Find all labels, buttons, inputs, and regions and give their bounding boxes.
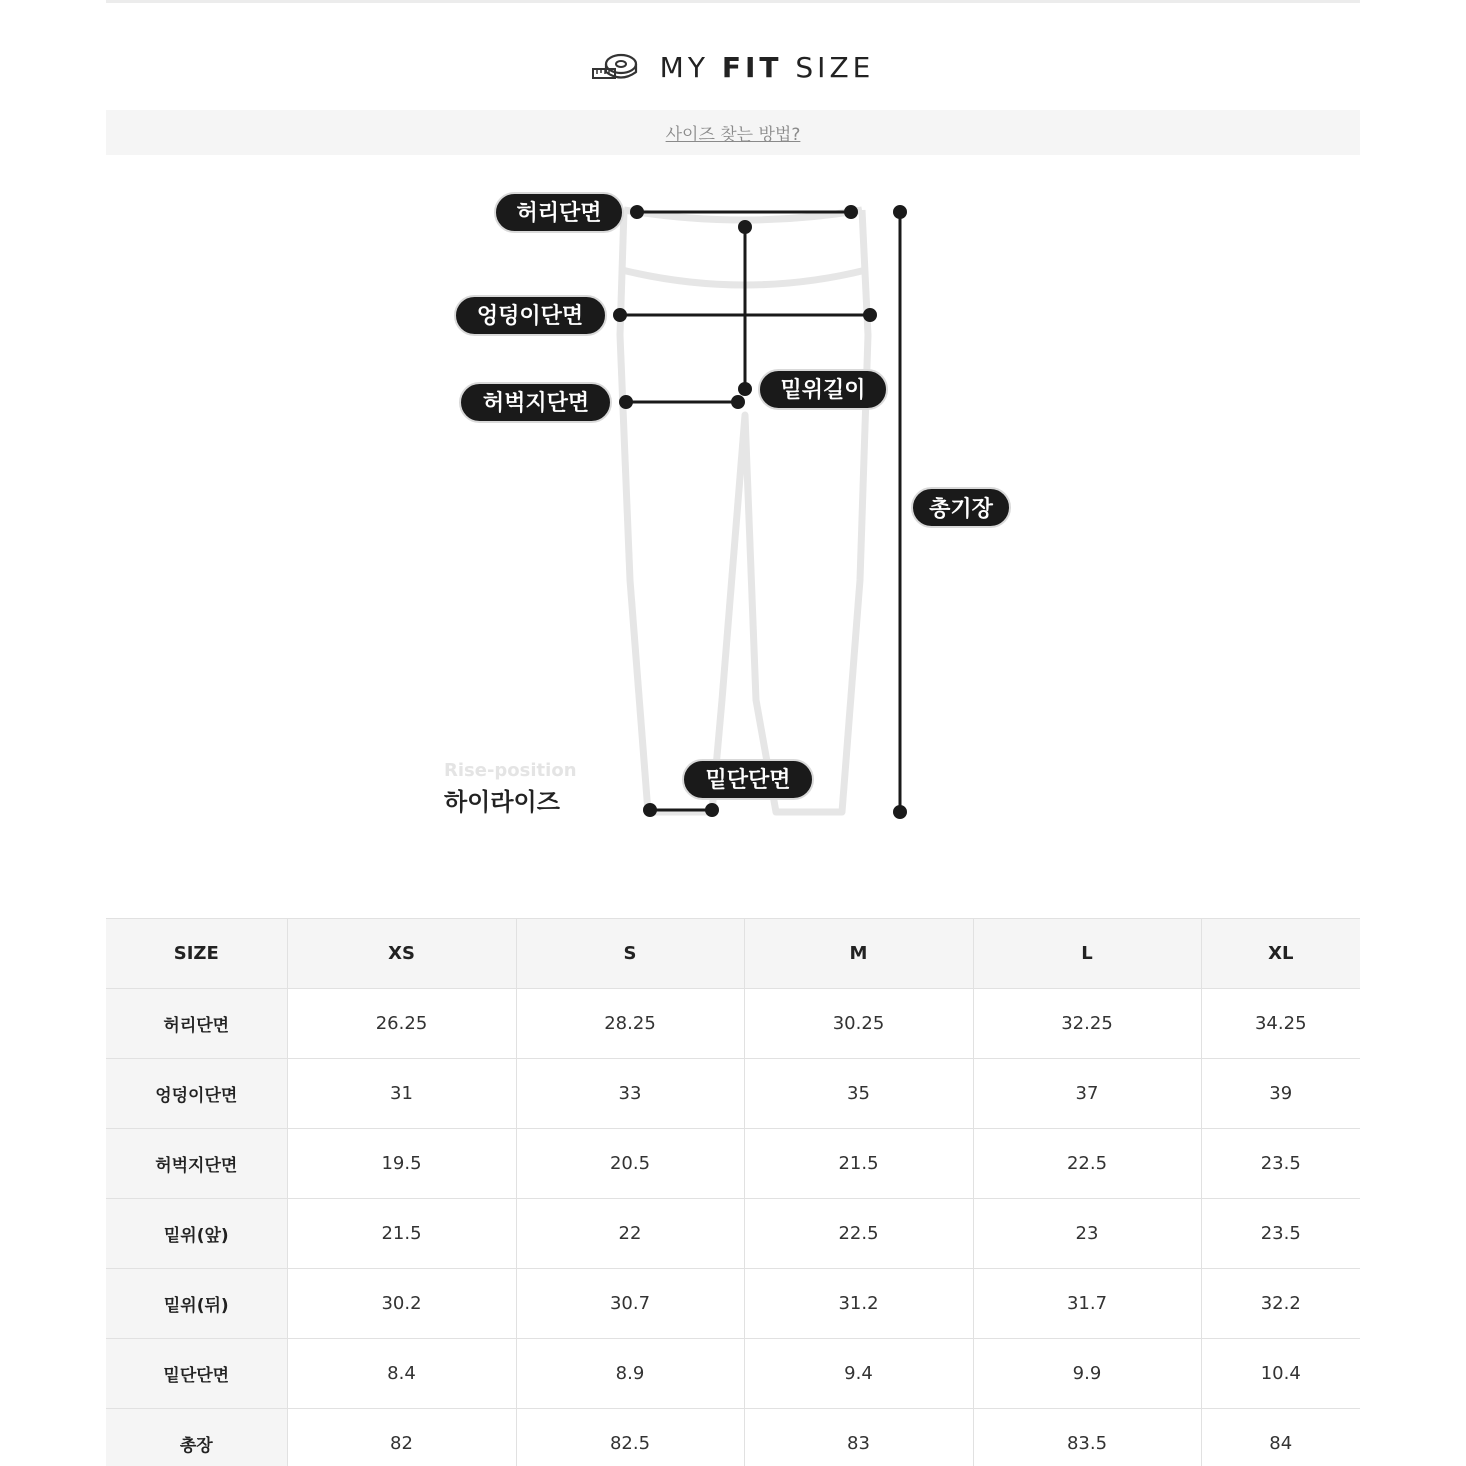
hip-label-text: 엉덩이단면 bbox=[476, 304, 584, 329]
table-cell: 23.5 bbox=[1201, 1199, 1360, 1269]
total-length-label-text: 총기장 bbox=[929, 497, 993, 522]
rise-position-value: 하이라이즈 bbox=[444, 788, 560, 816]
table-cell: 9.4 bbox=[744, 1339, 973, 1409]
fit-size-header bbox=[0, 44, 1466, 90]
table-cell: 8.9 bbox=[516, 1339, 744, 1409]
row-label: 밑위(앞) bbox=[106, 1199, 287, 1269]
table-cell: 83 bbox=[744, 1409, 973, 1466]
title-prefix: MY bbox=[659, 50, 709, 84]
table-cell: 22.5 bbox=[973, 1129, 1201, 1199]
table-cell: 82 bbox=[287, 1409, 516, 1466]
table-cell: 34.25 bbox=[1201, 989, 1360, 1059]
hem-label-text: 밑단단면 bbox=[705, 768, 791, 793]
table-row bbox=[106, 1339, 1360, 1409]
table-cell: 21.5 bbox=[744, 1129, 973, 1199]
table-cell: 28.25 bbox=[516, 989, 744, 1059]
hem-label bbox=[683, 760, 813, 799]
title-suffix: SIZE bbox=[795, 50, 875, 84]
row-label: 엉덩이단면 bbox=[106, 1059, 287, 1129]
table-cell: 31.2 bbox=[744, 1269, 973, 1339]
table-cell: 32.2 bbox=[1201, 1269, 1360, 1339]
size-s-header: S bbox=[516, 919, 744, 989]
table-cell: 37 bbox=[973, 1059, 1201, 1129]
tape-measure-icon bbox=[592, 52, 638, 82]
table-cell: 30.2 bbox=[287, 1269, 516, 1339]
size-xl-header: XL bbox=[1201, 919, 1360, 989]
table-cell: 35 bbox=[744, 1059, 973, 1129]
table-row bbox=[106, 1409, 1360, 1466]
table-cell: 33 bbox=[516, 1059, 744, 1129]
how-to-find-size-link[interactable]: 사이즈 찾는 방법? bbox=[665, 125, 801, 145]
size-guide-bar bbox=[106, 110, 1360, 155]
table-cell: 82.5 bbox=[516, 1409, 744, 1466]
rise-label-text: 밑위길이 bbox=[780, 378, 866, 403]
size-column-header: SIZE bbox=[106, 919, 287, 989]
row-label: 총장 bbox=[106, 1409, 287, 1466]
top-divider bbox=[106, 0, 1360, 3]
table-row bbox=[106, 1199, 1360, 1269]
thigh-label bbox=[460, 383, 611, 422]
total-length-label bbox=[912, 488, 1010, 527]
table-cell: 23.5 bbox=[1201, 1129, 1360, 1199]
table-cell: 30.7 bbox=[516, 1269, 744, 1339]
row-label: 밑위(뒤) bbox=[106, 1269, 287, 1339]
table-row bbox=[106, 1269, 1360, 1339]
table-cell: 30.25 bbox=[744, 989, 973, 1059]
page-title bbox=[660, 51, 875, 84]
size-header-row bbox=[106, 919, 1360, 989]
table-cell: 23 bbox=[973, 1199, 1201, 1269]
size-l-header: L bbox=[973, 919, 1201, 989]
table-row bbox=[106, 989, 1360, 1059]
waist-label bbox=[495, 193, 623, 232]
waist-label-text: 허리단면 bbox=[516, 201, 602, 226]
table-cell: 21.5 bbox=[287, 1199, 516, 1269]
size-m-header: M bbox=[744, 919, 973, 989]
table-cell: 9.9 bbox=[973, 1339, 1201, 1409]
size-xs-header: XS bbox=[287, 919, 516, 989]
title-bold: FIT bbox=[721, 50, 783, 84]
table-cell: 22 bbox=[516, 1199, 744, 1269]
table-cell: 31 bbox=[287, 1059, 516, 1129]
table-cell: 26.25 bbox=[287, 989, 516, 1059]
table-row bbox=[106, 1129, 1360, 1199]
rise-label bbox=[759, 370, 887, 409]
table-row bbox=[106, 1059, 1360, 1129]
table-cell: 39 bbox=[1201, 1059, 1360, 1129]
table-cell: 84 bbox=[1201, 1409, 1360, 1466]
hip-label bbox=[455, 296, 606, 335]
size-table bbox=[106, 918, 1360, 1466]
row-label: 밑단단면 bbox=[106, 1339, 287, 1409]
table-cell: 19.5 bbox=[287, 1129, 516, 1199]
table-cell: 83.5 bbox=[973, 1409, 1201, 1466]
table-cell: 8.4 bbox=[287, 1339, 516, 1409]
table-cell: 22.5 bbox=[744, 1199, 973, 1269]
thigh-label-text: 허벅지단면 bbox=[482, 391, 590, 416]
row-label: 허리단면 bbox=[106, 989, 287, 1059]
row-label: 허벅지단면 bbox=[106, 1129, 287, 1199]
table-cell: 20.5 bbox=[516, 1129, 744, 1199]
rise-position-caption: Rise-position bbox=[444, 760, 577, 781]
table-cell: 10.4 bbox=[1201, 1339, 1360, 1409]
table-cell: 32.25 bbox=[973, 989, 1201, 1059]
pants-measurement-diagram bbox=[0, 160, 1466, 860]
table-cell: 31.7 bbox=[973, 1269, 1201, 1339]
